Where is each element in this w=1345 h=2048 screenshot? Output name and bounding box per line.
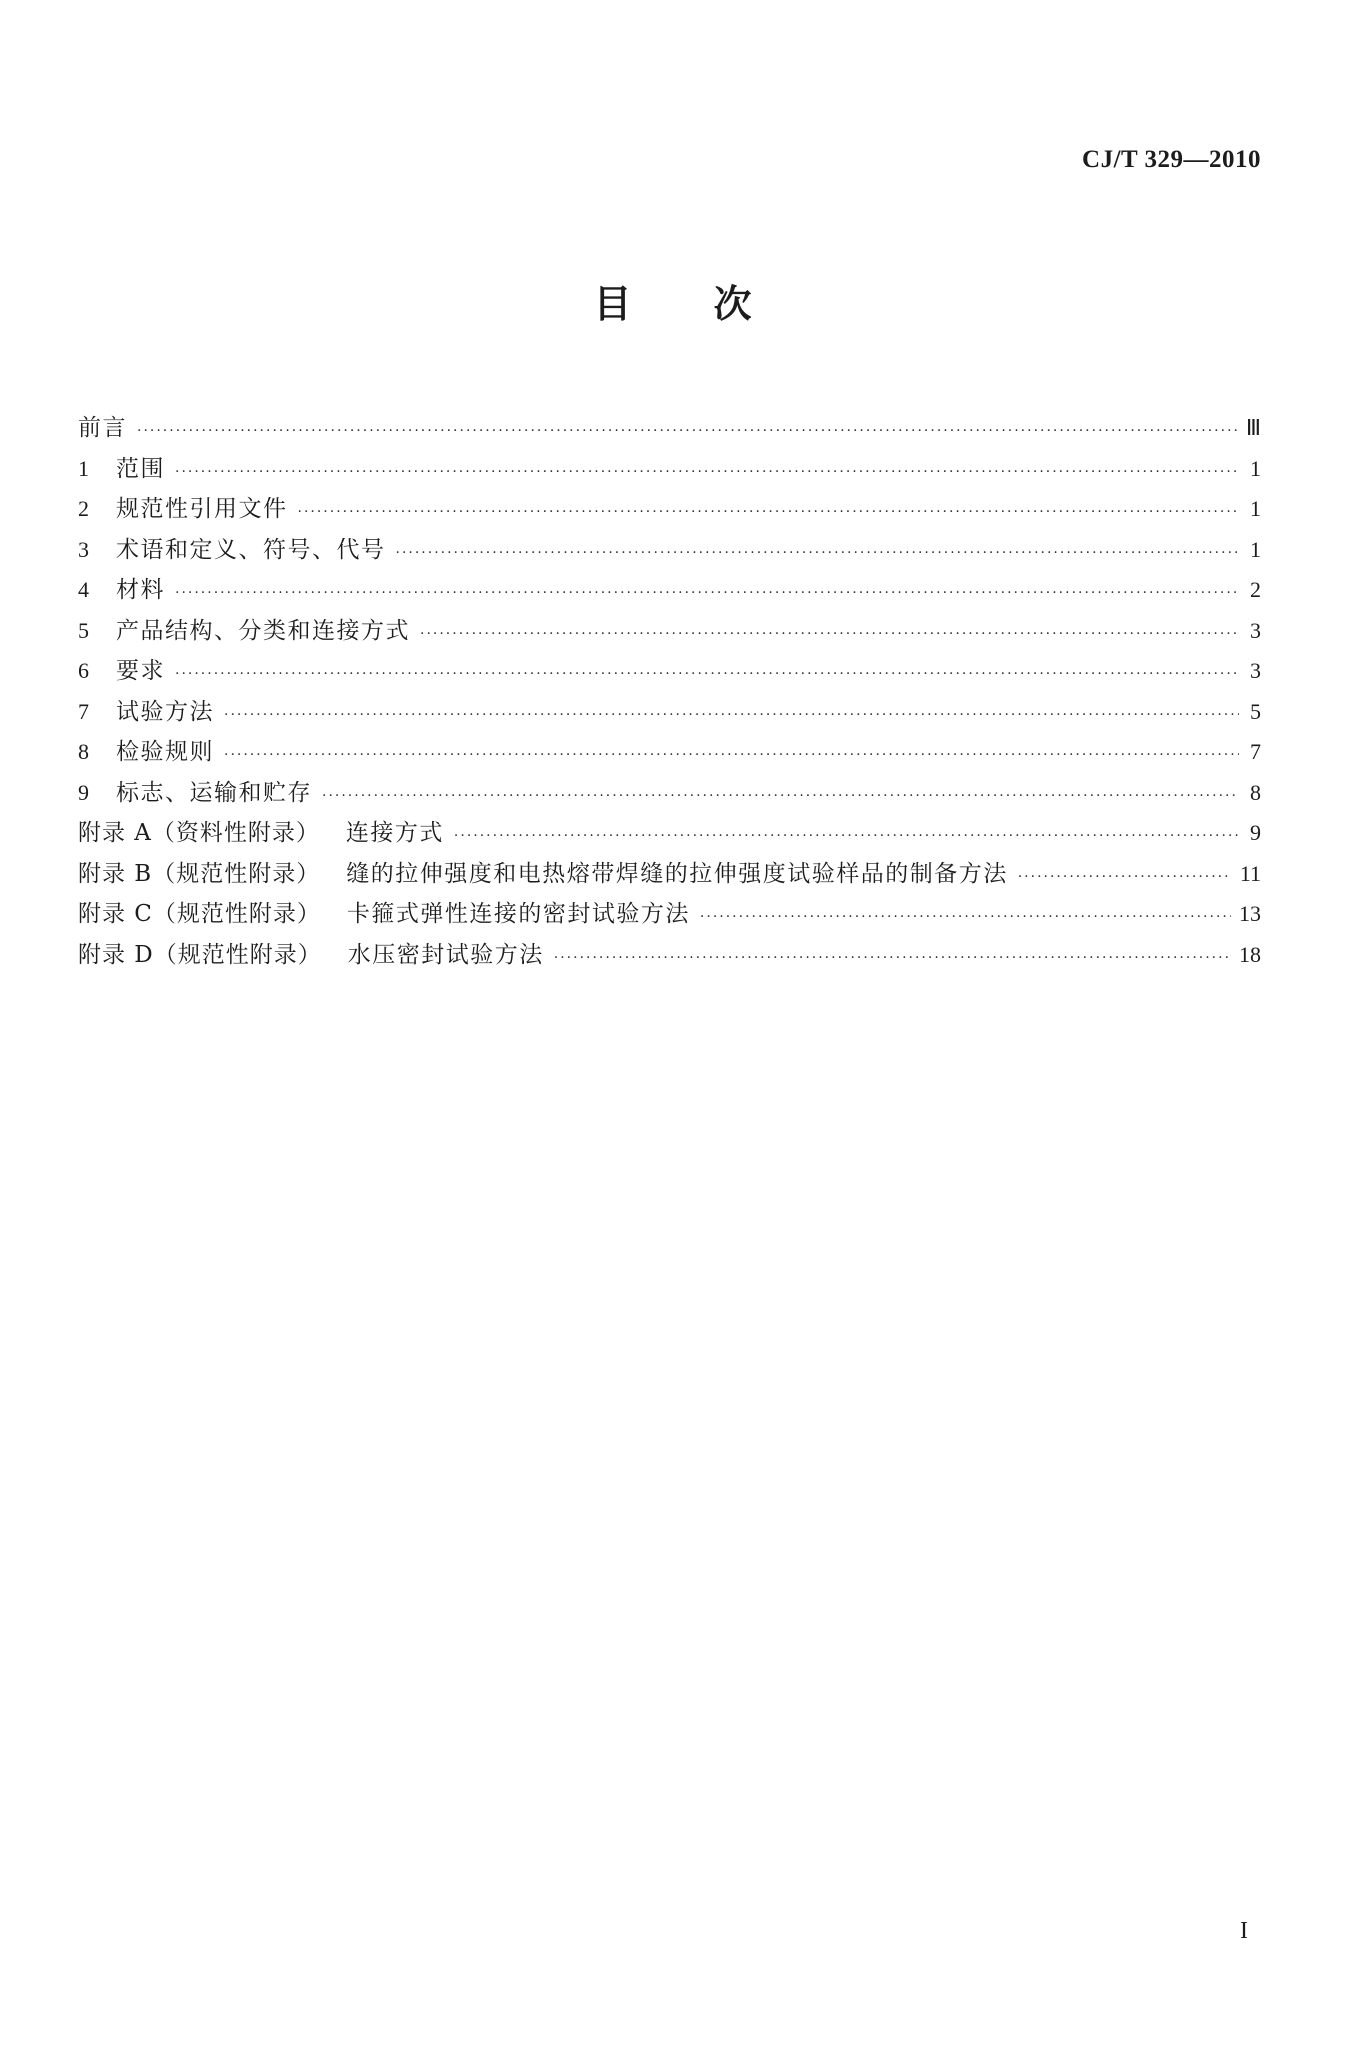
toc-entry-title: 连接方式 [345,820,444,846]
toc-entry-6[interactable] [78,651,1261,692]
toc-entry-title: 试验方法 [116,698,214,725]
standard-code: CJ/T 329—2010 [1082,146,1261,173]
dot-leader [454,816,1239,857]
toc-entry-number: 6 [78,658,89,683]
toc-entry-appendix-d[interactable] [78,935,1261,976]
toc-entry-page: 1 [1250,496,1261,521]
dot-leader [554,938,1231,979]
dot-leader [700,897,1231,938]
dot-leader [224,695,1239,736]
toc-entry-title: 缝的拉伸强度和电热熔带焊缝的拉伸强度试验样品的制备方法 [346,860,1008,887]
toc-entry-page: 2 [1250,577,1261,602]
toc-entry-2[interactable] [78,489,1261,530]
toc-entry-title: 检验规则 [116,739,214,765]
appendix-label: 附录 C（规范性附录） [78,901,321,927]
toc-entry-preface[interactable] [78,408,1261,449]
toc-entry-page: 3 [1250,658,1261,683]
dot-leader [137,411,1238,452]
toc-title-char: 次 [713,282,752,326]
toc-entry-page: Ⅲ [1245,415,1261,440]
toc-entry-title: 范围 [116,455,165,482]
toc-entry-number: 1 [78,455,89,481]
appendix-label: 附录 A（资料性附录） [78,820,320,846]
toc-entry-number: 5 [78,617,89,643]
toc-entry-page: 7 [1250,739,1261,764]
toc-entry-title: 要求 [116,658,165,684]
appendix-label: 附录 B（规范性附录） [78,860,321,887]
toc-entry-4[interactable] [78,570,1261,611]
toc-entry-page: 3 [1250,617,1261,643]
toc-title-char: 目 [593,282,632,326]
toc-entry-8[interactable] [78,732,1261,773]
toc-entry-page: 5 [1250,698,1261,724]
toc-entry-page: 1 [1250,536,1261,562]
toc-entry-5[interactable] [78,611,1261,652]
dot-leader [175,452,1239,493]
toc-entry-3[interactable] [78,530,1261,571]
toc-entry-title: 术语和定义、符号、代号 [116,536,386,563]
toc-entry-title: 材料 [116,577,165,603]
toc-entry-page: 9 [1250,820,1261,845]
toc-entry-number: 3 [78,536,89,562]
dot-leader [175,654,1239,695]
toc-entry-number: 9 [78,779,89,805]
toc-entry-title: 产品结构、分类和连接方式 [116,617,410,644]
dot-leader [175,573,1239,614]
toc-entry-title: 前言 [78,415,127,441]
toc-title [0,278,1345,330]
table-of-contents [78,408,1261,975]
dot-leader [396,533,1240,574]
toc-entry-9[interactable] [78,773,1261,814]
toc-entry-appendix-a[interactable] [78,813,1261,854]
toc-entry-appendix-c[interactable] [78,894,1261,935]
toc-entry-title: 标志、运输和贮存 [116,779,312,806]
toc-entry-page: 8 [1250,779,1261,805]
toc-entry-page: 13 [1239,901,1261,926]
toc-entry-number: 2 [78,496,89,521]
toc-entry-number: 4 [78,577,89,602]
toc-entry-number: 7 [78,698,89,724]
page-number: I [1240,1918,1248,1944]
toc-entry-title: 规范性引用文件 [116,496,288,522]
toc-entry-title: 卡箍式弹性连接的密封试验方法 [346,901,690,927]
dot-leader [420,614,1239,655]
toc-entry-7[interactable] [78,692,1261,733]
appendix-label: 附录 D（规范性附录） [78,941,322,968]
dot-leader [1018,857,1232,898]
dot-leader [322,776,1239,817]
toc-entry-title: 水压密封试验方法 [347,941,544,968]
dot-leader [224,735,1239,776]
toc-entry-page: 18 [1239,941,1261,967]
toc-entry-appendix-b[interactable] [78,854,1261,895]
toc-entry-1[interactable] [78,449,1261,490]
toc-entry-page: 1 [1250,455,1261,481]
toc-entry-page: 11 [1239,860,1261,886]
dot-leader [298,492,1240,533]
toc-entry-number: 8 [78,739,89,764]
